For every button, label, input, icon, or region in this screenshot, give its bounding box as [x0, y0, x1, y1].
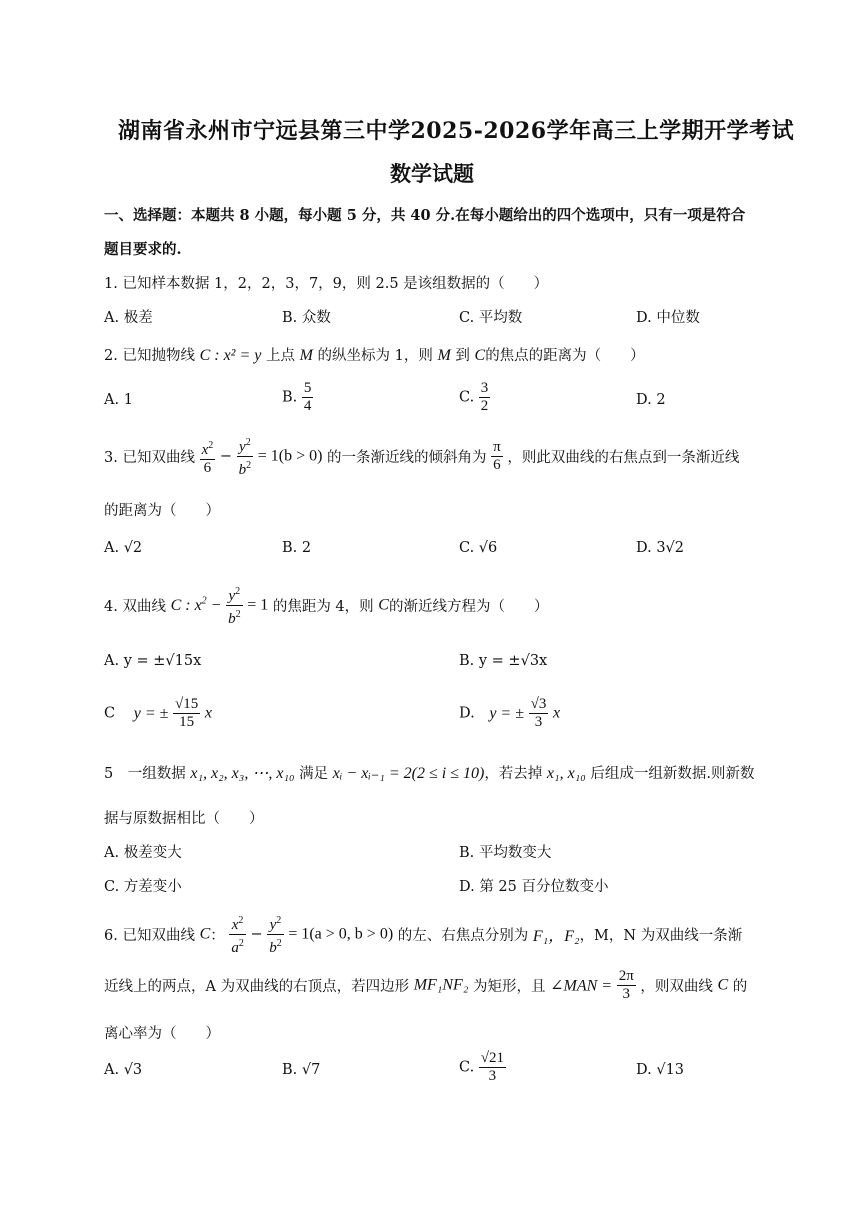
q1-option-d: D. 中位数 — [636, 310, 700, 326]
q2-option-c: C. $\frac{3}{2}$ — [459, 380, 489, 414]
q5-option-a: A. 极差变大 — [104, 845, 182, 861]
question-3-stem: 3. 已知双曲线 $\frac{x^2}{6}$ − $\frac{y^2}{b^2}$ = 1(b > 0) 的一条渐近线的倾斜角为 $\frac{\pi}{6}$ ，则此双曲线的右焦点到一条渐近线 — [104, 434, 739, 479]
q4-option-a: A. y = ±√15x — [104, 653, 202, 669]
question-5-stem: 5 一组数据 x₁, x₂, x₃, ⋯, x₁₀ 满足 xᵢ − xᵢ₋₁ = 2(2 ≤ i ≤ 10)，若去掉 x₁, x₁₀ 后组成一组新数据.则新数 — [104, 765, 755, 782]
question-1-stem: 1. 已知样本数据 1，2，2，3，7，9，则 2.5 是该组数据的（ ） — [104, 276, 549, 292]
q3-option-d: D. 3√2 — [636, 540, 685, 556]
q1-option-a: A. 极差 — [104, 310, 153, 326]
q1-option-c: C. 平均数 — [459, 310, 523, 326]
page-title: 湖南省永州市宁远县第三中学2025-2026学年高三上学期开学考试 — [118, 118, 795, 144]
q6-option-c: C. $\frac{√21}{3}$ — [459, 1050, 505, 1084]
question-2-stem: 2. 已知抛物线 C : x² = y 上点 M 的纵坐标为 1，则 M 到 C的焦点的距离为（ ） — [104, 347, 645, 364]
q4-option-d: D. y = ± $\frac{√3}{3}$ x — [459, 696, 561, 730]
q6-option-d: D. √13 — [636, 1062, 685, 1078]
q3-option-a: A. √2 — [104, 540, 143, 556]
q4-option-b: B. y = ±√3x — [459, 653, 548, 669]
q3-option-c: C. √6 — [459, 540, 498, 556]
q6-option-a: A. √3 — [104, 1062, 143, 1078]
question-6-stem: 6. 已知双曲线 C： $\frac{x^2}{a^2}$ − $\frac{y^2}{b^2}$ = 1(a > 0, b > 0) 的左、右焦点分别为 F₁，F₂，M，N 为双曲线一条渐 — [104, 912, 742, 957]
section-heading: 一、选择题：本题共 8 小题，每小题 5 分，共 40 分.在每小题给出的四个选项中，只有一项是符合 — [104, 207, 746, 224]
question-4-stem: 4. 双曲线 C : $x^2$ − $\frac{y^2}{b^2}$ = 1 的焦距为 4，则 C的渐近线方程为（ ） — [104, 583, 548, 628]
q1-option-b: B. 众数 — [282, 310, 331, 326]
q6-option-b: B. √7 — [282, 1062, 321, 1078]
q3-option-b: B. 2 — [282, 540, 312, 556]
question-6-stem-line2: 近线上的两点，A 为双曲线的右顶点，若四边形 MF₁NF₂ 为矩形，且 ∠MAN = $\frac{2\pi}{3}$ ，则双曲线 C 的 — [104, 968, 748, 1002]
page-subtitle: 数学试题 — [390, 161, 474, 186]
question-5-stem-cont: 据与原数据相比（ ） — [104, 811, 264, 827]
q2-option-d: D. 2 — [636, 392, 666, 408]
q2-option-b: B. $\frac{5}{4}$ — [282, 380, 312, 414]
q4-option-c: C y = ± $\frac{√15}{15}$ x — [104, 696, 212, 730]
q5-option-c: C. 方差变小 — [104, 879, 182, 895]
q5-option-d: D. 第 25 百分位数变小 — [459, 879, 609, 895]
q5-option-b: B. 平均数变大 — [459, 845, 552, 861]
q2-option-a: A. 1 — [104, 392, 133, 408]
question-6-stem-line3: 离心率为（ ） — [104, 1026, 220, 1042]
section-heading-cont: 题目要求的. — [104, 241, 182, 258]
question-3-stem-cont: 的距离为（ ） — [104, 503, 220, 519]
